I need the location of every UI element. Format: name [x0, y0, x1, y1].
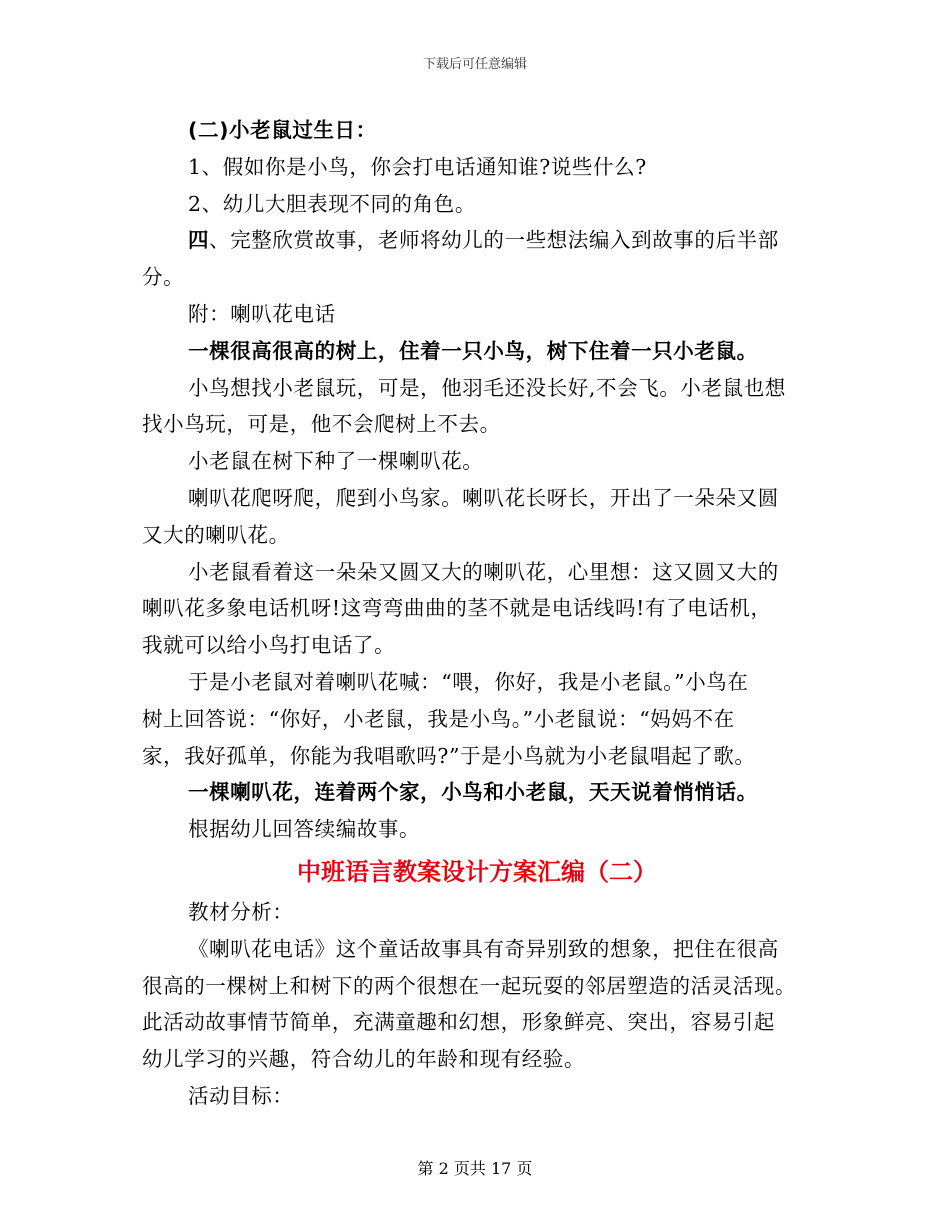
story-paragraph-5-line-1: 小老鼠看着这一朵朵又圆又大的喇叭花，心里想：这又圆又大的: [188, 559, 779, 584]
story-paragraph-6-line-2: 树上回答说：“你好，小老鼠，我是小鸟。”小老鼠说：“妈妈不在: [142, 706, 735, 731]
analysis-line-2: 很高的一棵树上和树下的两个很想在一起玩耍的邻居塑造的活灵活现。: [142, 973, 797, 998]
story-paragraph-1: 一棵很高很高的树上，住着一只小鸟，树下住着一只小老鼠。: [188, 338, 758, 363]
story-paragraph-2-line-2: 找小鸟玩，可是，他不会爬树上不去。: [142, 412, 501, 437]
story-paragraph-5-line-2: 喇叭花多象电话机呀!这弯弯曲曲的茎不就是电话线吗!有了电话机，: [142, 596, 772, 621]
story-paragraph-6-line-1: 于是小老鼠对着喇叭花喊：“喂，你好，我是小老鼠。”小鸟在: [188, 669, 749, 694]
analysis-line-1: 《喇叭花电话》这个童话故事具有奇异别致的想象，把住在很高: [188, 936, 779, 961]
story-paragraph-2-line-1: 小鸟想找小老鼠玩，可是，他羽毛还没长好,不会飞。小老鼠也想: [188, 375, 786, 400]
story-paragraph-8: 根据幼儿回答续编故事。: [188, 817, 421, 842]
document-body: [142, 112, 812, 1115]
story-paragraph-4-line-2: 又大的喇叭花。: [142, 522, 290, 547]
section-heading: (二)小老鼠过生日：: [188, 118, 377, 142]
question-2: 2、幼儿大胆表现不同的角色。: [188, 191, 476, 216]
page-footer: 第 2 页共 17 页: [417, 1159, 533, 1178]
appendix-title: 附：喇叭花电话: [188, 301, 336, 326]
page-header: 下载后可任意编辑: [422, 57, 527, 72]
story-paragraph-3: 小老鼠在树下种了一棵喇叭花。: [188, 449, 484, 474]
step-4-line-1: [142, 222, 812, 259]
analysis-line-4: 幼儿学习的兴趣，符合幼儿的年龄和现有经验。: [142, 1047, 586, 1072]
question-1: 1、假如你是小鸟，你会打电话通知谁?说些什么?: [188, 154, 647, 179]
section-title: 中班语言教案设计方案汇编（二）: [297, 857, 657, 886]
step-4-label: 四: [188, 228, 210, 253]
step-4-line-2: 分。: [142, 265, 185, 290]
analysis-line-3: 此活动故事情节简单，充满童趣和幻想，形象鲜亮、突出，容易引起: [142, 1010, 775, 1035]
step-4-text: 、完整欣赏故事，老师将幼儿的一些想法编入到故事的后半部: [209, 228, 779, 253]
story-paragraph-5-line-3: 我就可以给小鸟打电话了。: [142, 633, 396, 658]
story-paragraph-7: 一棵喇叭花，连着两个家，小鸟和小老鼠，天天说着悄悄话。: [188, 780, 758, 805]
story-paragraph-4-line-1: 喇叭花爬呀爬，爬到小鸟家。喇叭花长呀长，开出了一朵朵又圆: [188, 485, 779, 510]
goals-label: 活动目标：: [188, 1083, 294, 1108]
story-paragraph-6-line-3: 家，我好孤单，你能为我唱歌吗?”于是小鸟就为小老鼠唱起了歌。: [142, 743, 756, 768]
analysis-label: 教材分析：: [188, 899, 294, 924]
